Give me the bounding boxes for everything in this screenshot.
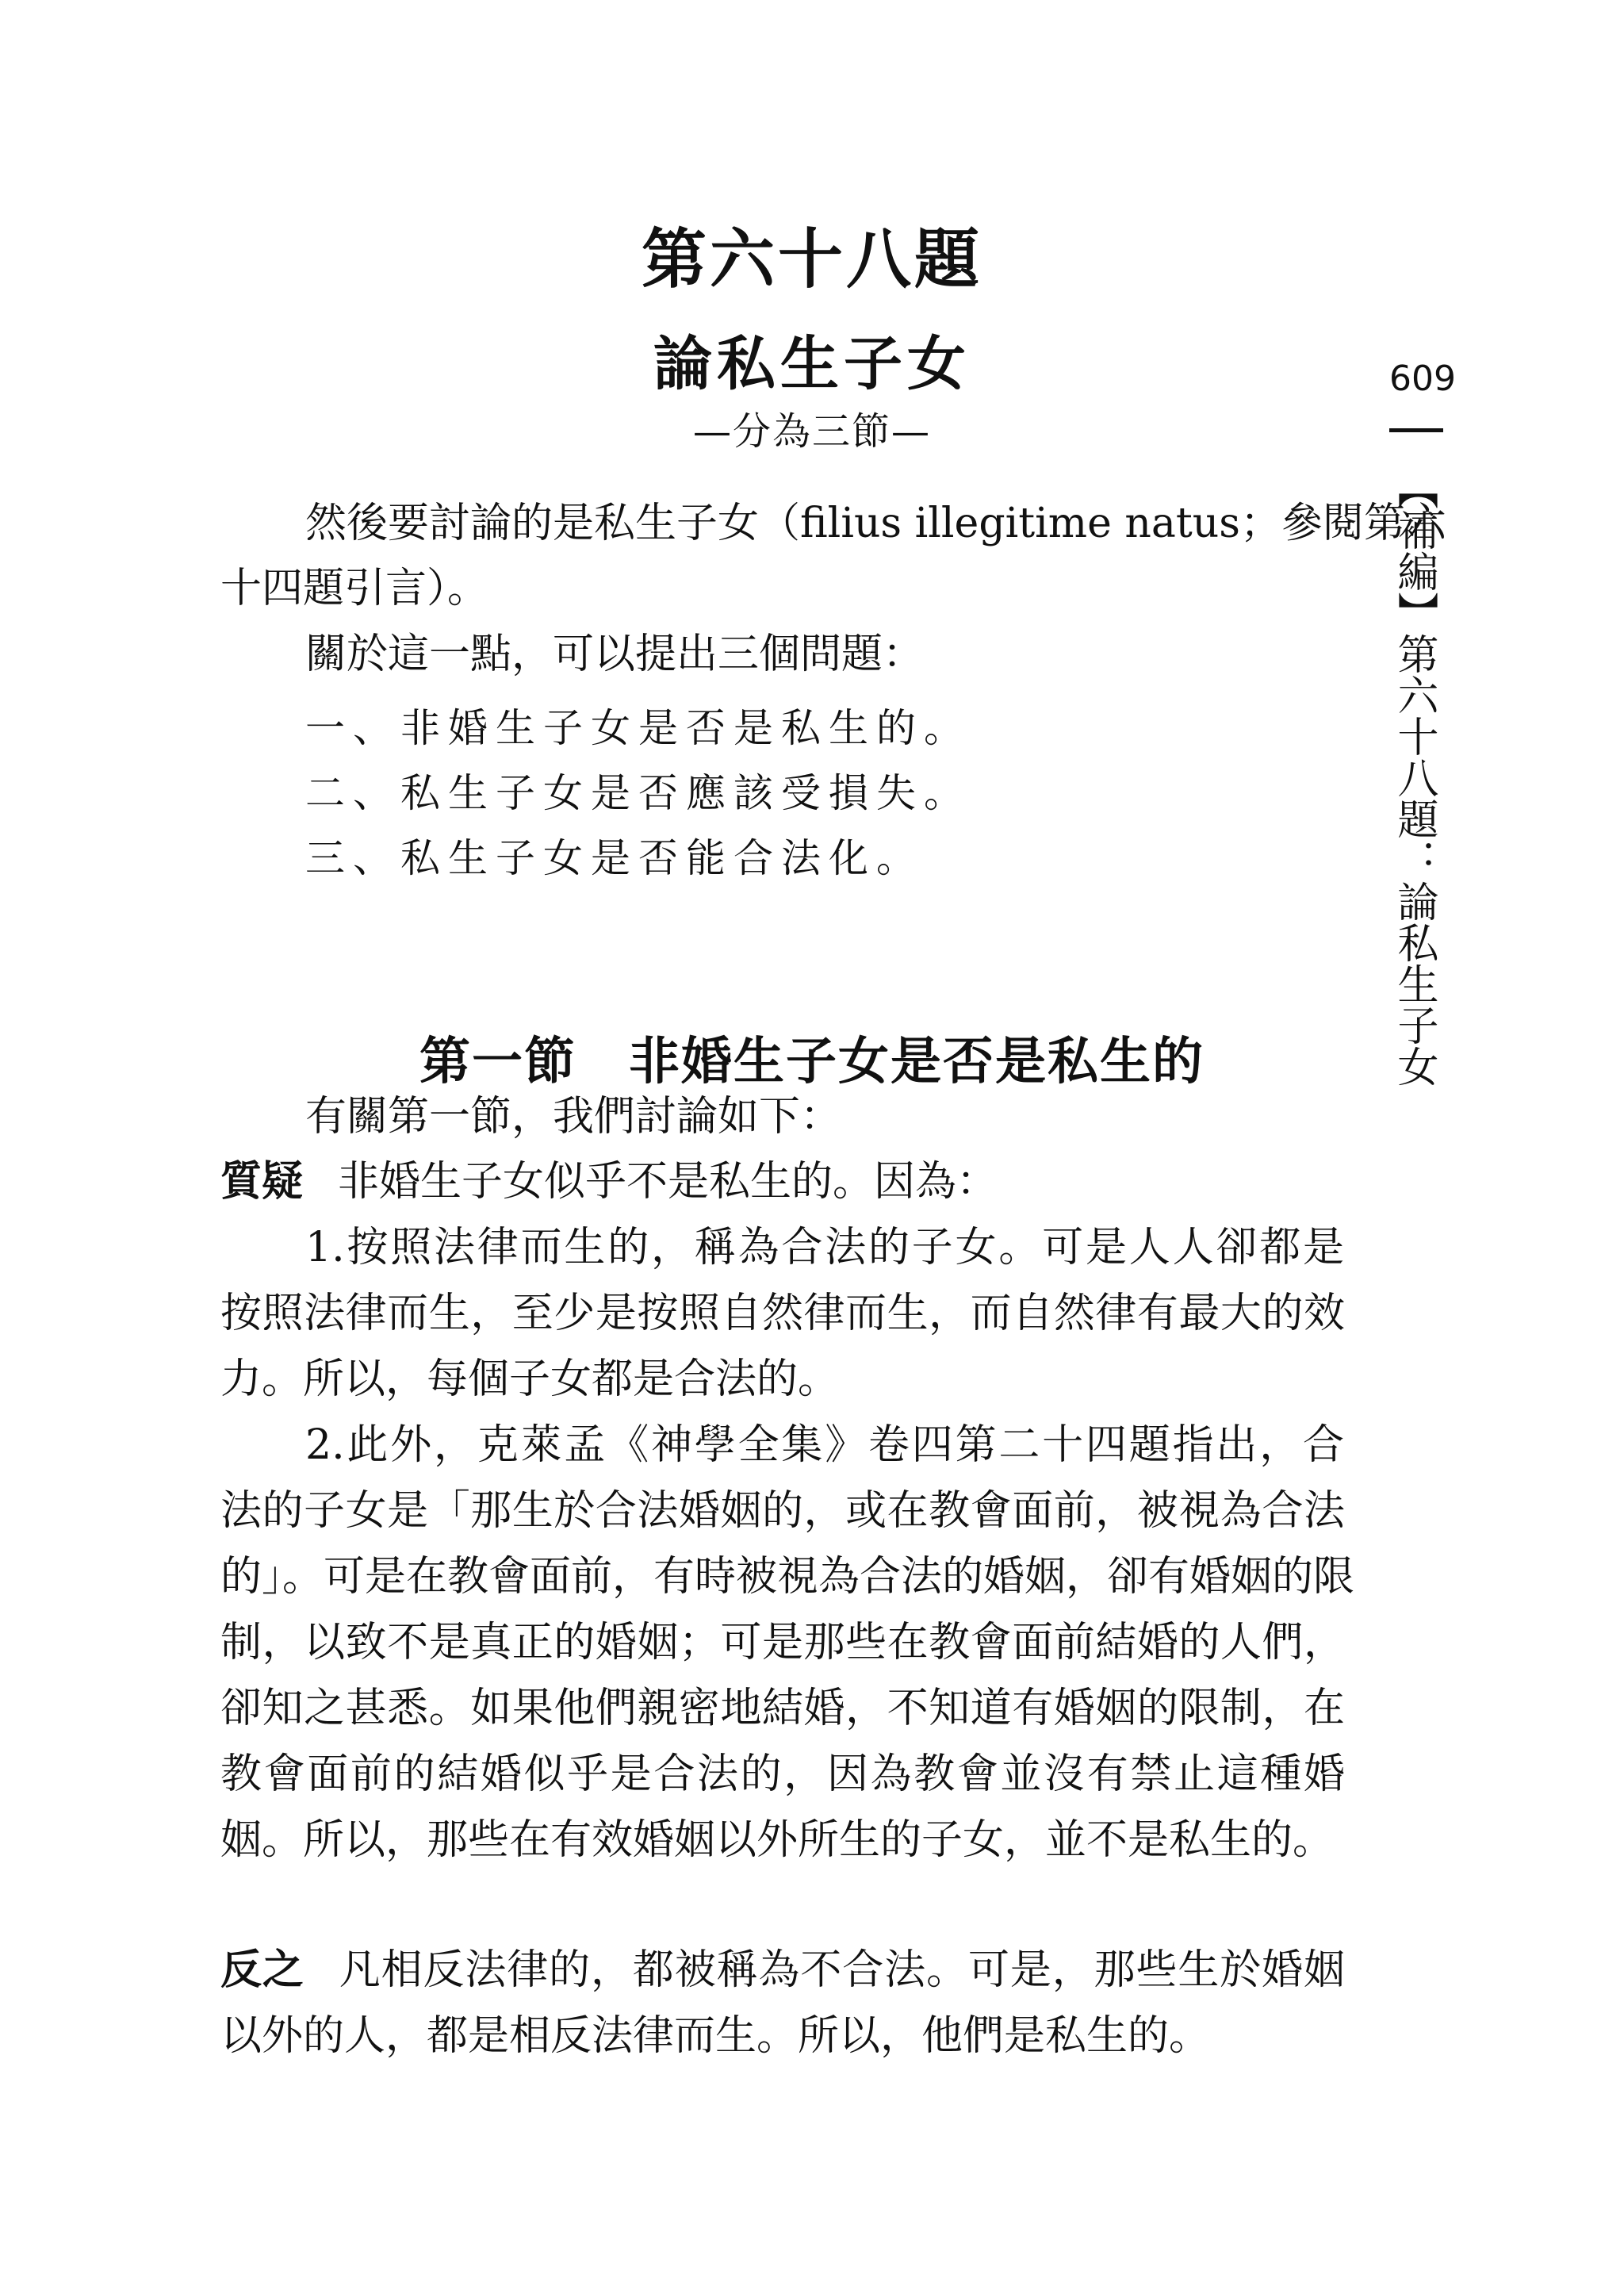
- argument-2-line: 2.此外，克萊孟《神學全集》卷四第二十四題指出，合: [305, 1421, 1344, 1469]
- question-item: 二、私生子女是否應該受損失。: [305, 770, 971, 816]
- question-item: 三、私生子女是否能合法化。: [305, 835, 924, 881]
- intro-line: 然後要討論的是私生子女（filius illegitime natus；參閱第六: [305, 500, 1446, 547]
- page-number: 609: [1389, 359, 1456, 399]
- running-title: 【補編】第六十八題：論私生子女: [1390, 468, 1438, 1087]
- contra-label: 反之: [220, 1946, 304, 1994]
- doubt-text: 非婚生子女似乎不是私生的。因為：: [338, 1158, 998, 1206]
- contra-line: 以外的人，都是相反法律而生。所以，他們是私生的。: [220, 2012, 1211, 2060]
- argument-2-line: 制，以致不是真正的婚姻；可是那些在教會面前結婚的人們，: [220, 1619, 1345, 1666]
- argument-2-line: 教會面前的結婚似乎是合法的，因為教會並沒有禁止這種婚: [220, 1750, 1345, 1798]
- argument-2-line: 的」。可是在教會面前，有時被視為合法的婚姻，卻有婚姻的限: [220, 1553, 1355, 1601]
- section-lead: 有關第一節，我們討論如下：: [305, 1093, 842, 1141]
- chapter-number: 第六十八題: [641, 221, 982, 297]
- contra-line: [220, 1946, 1345, 1994]
- section-title: 第一節 非婚生子女是否是私生的: [419, 1032, 1205, 1091]
- argument-1-line: 力。所以，每個子女都是合法的。: [220, 1355, 840, 1403]
- question-item: 一、非婚生子女是否是私生的。: [305, 705, 971, 751]
- doubt-label: 質疑: [220, 1158, 304, 1206]
- chapter-title: 論私生子女: [653, 330, 971, 398]
- argument-2-line: 卻知之甚悉。如果他們親密地結婚，不知道有婚姻的限制，在: [220, 1685, 1345, 1732]
- argument-1-line: 1.按照法律而生的，稱為合法的子女。可是人人卻都是: [305, 1224, 1344, 1271]
- intro-line: 關於這一點，可以提出三個問題：: [305, 631, 925, 678]
- argument-2-line: 法的子女是「那生於合法婚姻的，或在教會面前，被視為合法: [220, 1487, 1345, 1535]
- chapter-subtitle: —分為三節—: [692, 409, 931, 454]
- contra-text: 凡相反法律的，都被稱為不合法。可是，那些生於婚姻: [339, 1946, 1345, 1994]
- margin-rule: [1389, 428, 1443, 432]
- doubt-line: [220, 1158, 998, 1206]
- argument-2-line: 姻。所以，那些在有效婚姻以外所生的子女，並不是私生的。: [220, 1816, 1335, 1864]
- intro-line: 十四題引言）。: [220, 565, 489, 612]
- argument-1-line: 按照法律而生，至少是按照自然律而生，而自然律有最大的效: [220, 1290, 1345, 1337]
